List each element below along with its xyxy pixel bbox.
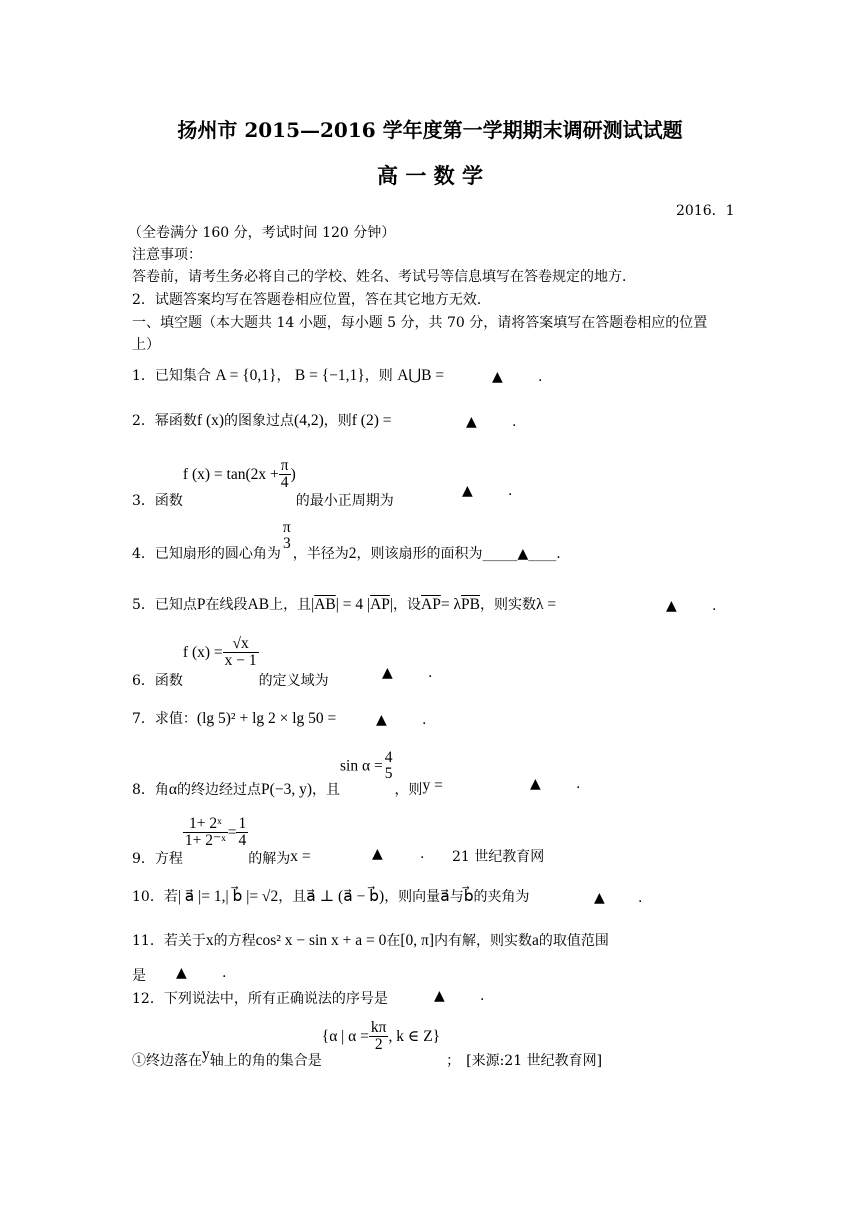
- exam-title: 扬州市 2015—2016 学年度第一学期期末调研测试试题: [177, 118, 683, 142]
- answer-blank[interactable]: ▲: [530, 776, 541, 792]
- q1-sep: ，: [276, 368, 291, 384]
- q2-text: 2．幂函数: [132, 413, 197, 429]
- denominator: 2: [374, 1036, 383, 1054]
- interval: [0, π]: [400, 932, 434, 949]
- point-p: P: [196, 596, 206, 613]
- q8-then: ，则: [394, 782, 423, 799]
- abs-bar: |: [389, 596, 394, 613]
- q8-end: .: [576, 776, 581, 792]
- lambda-expr: λ =: [535, 596, 557, 613]
- q5-text-3: 上，且: [269, 597, 312, 613]
- q9-text: 9．方程: [132, 850, 183, 867]
- f2-expr: f (2) =: [351, 412, 392, 429]
- set-expr-end: , k ∈ Z}: [388, 1027, 441, 1045]
- answer-blank[interactable]: ▲: [434, 988, 445, 1004]
- denominator: 3: [282, 535, 291, 553]
- equation: cos² x − sin x + a = 0: [255, 932, 387, 949]
- exam-note: （全卷满分 160 分，考试时间 120 分钟）: [128, 225, 396, 241]
- q4-text-2: ，半径为: [292, 546, 349, 563]
- question-10: [132, 886, 530, 906]
- sin-expr: sin α =: [339, 757, 383, 775]
- denominator: 4: [280, 474, 289, 492]
- q6-text-2: 的定义域为: [258, 672, 329, 689]
- y-expr: y =: [422, 777, 443, 795]
- func-f: f (x) =: [182, 643, 223, 661]
- axis-y: y: [202, 1045, 210, 1063]
- denominator: 1+ 2⁻ˣ: [184, 832, 226, 850]
- fraction: [279, 458, 291, 492]
- fraction: [183, 816, 228, 850]
- q11-end: .: [222, 965, 227, 981]
- var-x: x: [205, 932, 214, 949]
- q9-end: .: [420, 846, 425, 862]
- question-12: 12．下列说法中，所有正确说法的序号是: [132, 991, 388, 1007]
- q11-in: 在: [386, 933, 401, 949]
- union-expr: A⋃B =: [397, 367, 445, 384]
- fraction: [281, 520, 293, 553]
- q5-text-5: ，则实数: [479, 597, 536, 613]
- answer-blank[interactable]: ▲: [466, 414, 477, 430]
- q4-end: ____.: [528, 546, 561, 563]
- q6-end: .: [428, 665, 433, 681]
- answer-blank[interactable]: ▲: [517, 546, 529, 563]
- q8-text-2: 的终边经过点: [177, 782, 262, 799]
- q2-end: .: [512, 414, 517, 430]
- numerator: 1+ 2ˣ: [183, 816, 228, 833]
- question-1: [132, 365, 444, 385]
- q10-and: 与: [449, 889, 464, 905]
- question-3: [132, 457, 394, 509]
- numerator: √x: [223, 636, 259, 653]
- q10-text-3: ，则向量: [384, 889, 441, 905]
- notice-item-1: 答卷前，请考生务必将自己的学校、姓名、考试号等信息填写在答卷规定的地方．: [132, 269, 636, 285]
- answer-blank[interactable]: ▲: [376, 712, 387, 728]
- question-9: [132, 815, 311, 867]
- fraction: [236, 816, 248, 850]
- answer-blank[interactable]: ▲: [382, 665, 393, 681]
- opt1-text: ①终边落在: [132, 1052, 202, 1069]
- question-7: [132, 708, 336, 728]
- equals: =: [227, 823, 237, 841]
- q12-end: .: [480, 988, 485, 1004]
- fraction: [383, 750, 395, 783]
- numerator: 4: [384, 749, 393, 766]
- question-6: [132, 635, 329, 689]
- q11-text: 11．若关于: [132, 933, 206, 949]
- q5-text: 5．已知点: [132, 597, 197, 613]
- denominator: x − 1: [224, 652, 257, 670]
- abs-bar: |: [311, 596, 315, 613]
- func-f: f (x): [196, 412, 225, 429]
- q7-text: 7．求值：: [132, 711, 197, 727]
- set-expr: {α | α =: [321, 1027, 369, 1045]
- q11-text-2: 的方程: [213, 933, 256, 949]
- vector-ab: $\overline{AB}$: [314, 596, 336, 613]
- point-p: P(−3, y): [261, 781, 312, 799]
- vector-pb: $\overline{PB}$: [460, 596, 480, 613]
- numerator: kπ: [370, 1019, 387, 1036]
- q10-text-4: 的夹角为: [473, 889, 530, 905]
- radius: 2: [348, 545, 357, 563]
- notice-item-2: 2．试题答案均写在答题卷相应位置，答在其它地方无效．: [132, 292, 491, 308]
- q10-text: 10．若: [132, 889, 178, 905]
- answer-blank[interactable]: ▲: [594, 890, 605, 906]
- source-watermark: [来源:21 世纪教育网]: [466, 1052, 603, 1069]
- segment-ab: AB: [247, 596, 270, 613]
- q3-text-2: 的最小正周期为: [295, 492, 394, 509]
- vector-magnitudes: | a⃗ |= 1,| b⃗ |= √2: [177, 888, 279, 905]
- question-8: [132, 749, 443, 799]
- vector-a: a⃗: [440, 888, 450, 905]
- opt1-semicolon: ；: [446, 1052, 461, 1069]
- point: (4,2): [294, 412, 324, 429]
- q1-then: ，则: [364, 368, 393, 384]
- q5-end: .: [712, 598, 717, 614]
- q11-text-3: 内有解，则实数: [434, 933, 532, 949]
- q2-then: ，则: [323, 413, 352, 429]
- set-b: B = {−1,1}: [294, 367, 365, 384]
- numerator: 1: [238, 815, 247, 832]
- answer-blank[interactable]: ▲: [462, 483, 473, 499]
- q10-end: .: [638, 890, 643, 906]
- question-4: [132, 519, 561, 563]
- q4-text: 4．已知扇形的圆心角为: [132, 546, 281, 563]
- q2-text-2: 的图象过点: [224, 413, 295, 429]
- denominator: 5: [384, 765, 393, 783]
- subject-title: 高 一 数 学: [377, 163, 483, 188]
- question-5: [132, 594, 556, 614]
- close-paren: ): [290, 465, 296, 483]
- q8-text: 8．角: [132, 782, 169, 799]
- log-expr: (lg 5)² + lg 2 × lg 50 =: [196, 710, 337, 727]
- q1-text: 1．已知集合: [132, 368, 211, 384]
- perpendicular-expr: a⃗ ⊥ (a⃗ − b⃗): [306, 888, 385, 905]
- q11-text-4: 的取值范围: [538, 933, 609, 949]
- fraction: [223, 636, 259, 670]
- q5-text-4: ，设: [393, 597, 422, 613]
- set-a: A = {0,1}: [215, 367, 277, 384]
- lambda-eq: = λ: [440, 596, 461, 613]
- section-heading: 一、填空题（本大题共 14 小题，每小题 5 分，共 70 分，请将答案填写在答题卷相应的位置: [132, 315, 708, 331]
- question-2: [132, 410, 391, 430]
- q10-text-2: ，且: [278, 889, 307, 905]
- tan-expr: f (x) = tan(2x +: [182, 465, 279, 483]
- fraction: [369, 1020, 389, 1054]
- vector-ap: $\overline{AP}$: [370, 596, 390, 613]
- source-watermark: 21 世纪教育网: [452, 849, 545, 865]
- var-a: a: [532, 932, 539, 949]
- q1-end: .: [538, 369, 543, 385]
- answer-blank[interactable]: ▲: [666, 598, 677, 614]
- section-heading-cont: 上）: [132, 337, 160, 353]
- q9-text-2: 的解为: [248, 850, 291, 867]
- q3-text: 3．函数: [132, 492, 183, 509]
- question-11: [132, 930, 609, 950]
- q6-text: 6．函数: [132, 672, 183, 689]
- q3-end: .: [508, 483, 513, 499]
- exam-date: 2016．1: [676, 203, 735, 219]
- numerator: π: [280, 457, 289, 474]
- q11-line2: 是: [132, 968, 146, 984]
- vector-b: b⃗: [463, 888, 474, 905]
- x-expr: x =: [290, 847, 311, 865]
- opt1-text-2: 轴上的角的集合是: [209, 1052, 322, 1069]
- answer-blank[interactable]: ▲: [492, 369, 503, 385]
- alpha: α: [168, 781, 178, 799]
- vector-ap: $\overline{AP}$: [421, 596, 441, 613]
- q5-text-2: 在线段: [205, 597, 248, 613]
- numerator: π: [282, 519, 291, 536]
- q12-option-1: [132, 1019, 603, 1069]
- answer-blank[interactable]: ▲: [372, 846, 383, 862]
- q4-text-3: ，则该扇形的面积为_____: [356, 546, 518, 563]
- answer-blank[interactable]: ▲: [176, 965, 187, 981]
- equals-4: | = 4 |: [335, 596, 371, 613]
- notice-title: 注意事项：: [132, 247, 202, 263]
- denominator: 4: [238, 832, 247, 850]
- q7-end: .: [422, 712, 427, 728]
- q8-text-3: ，且: [311, 782, 340, 799]
